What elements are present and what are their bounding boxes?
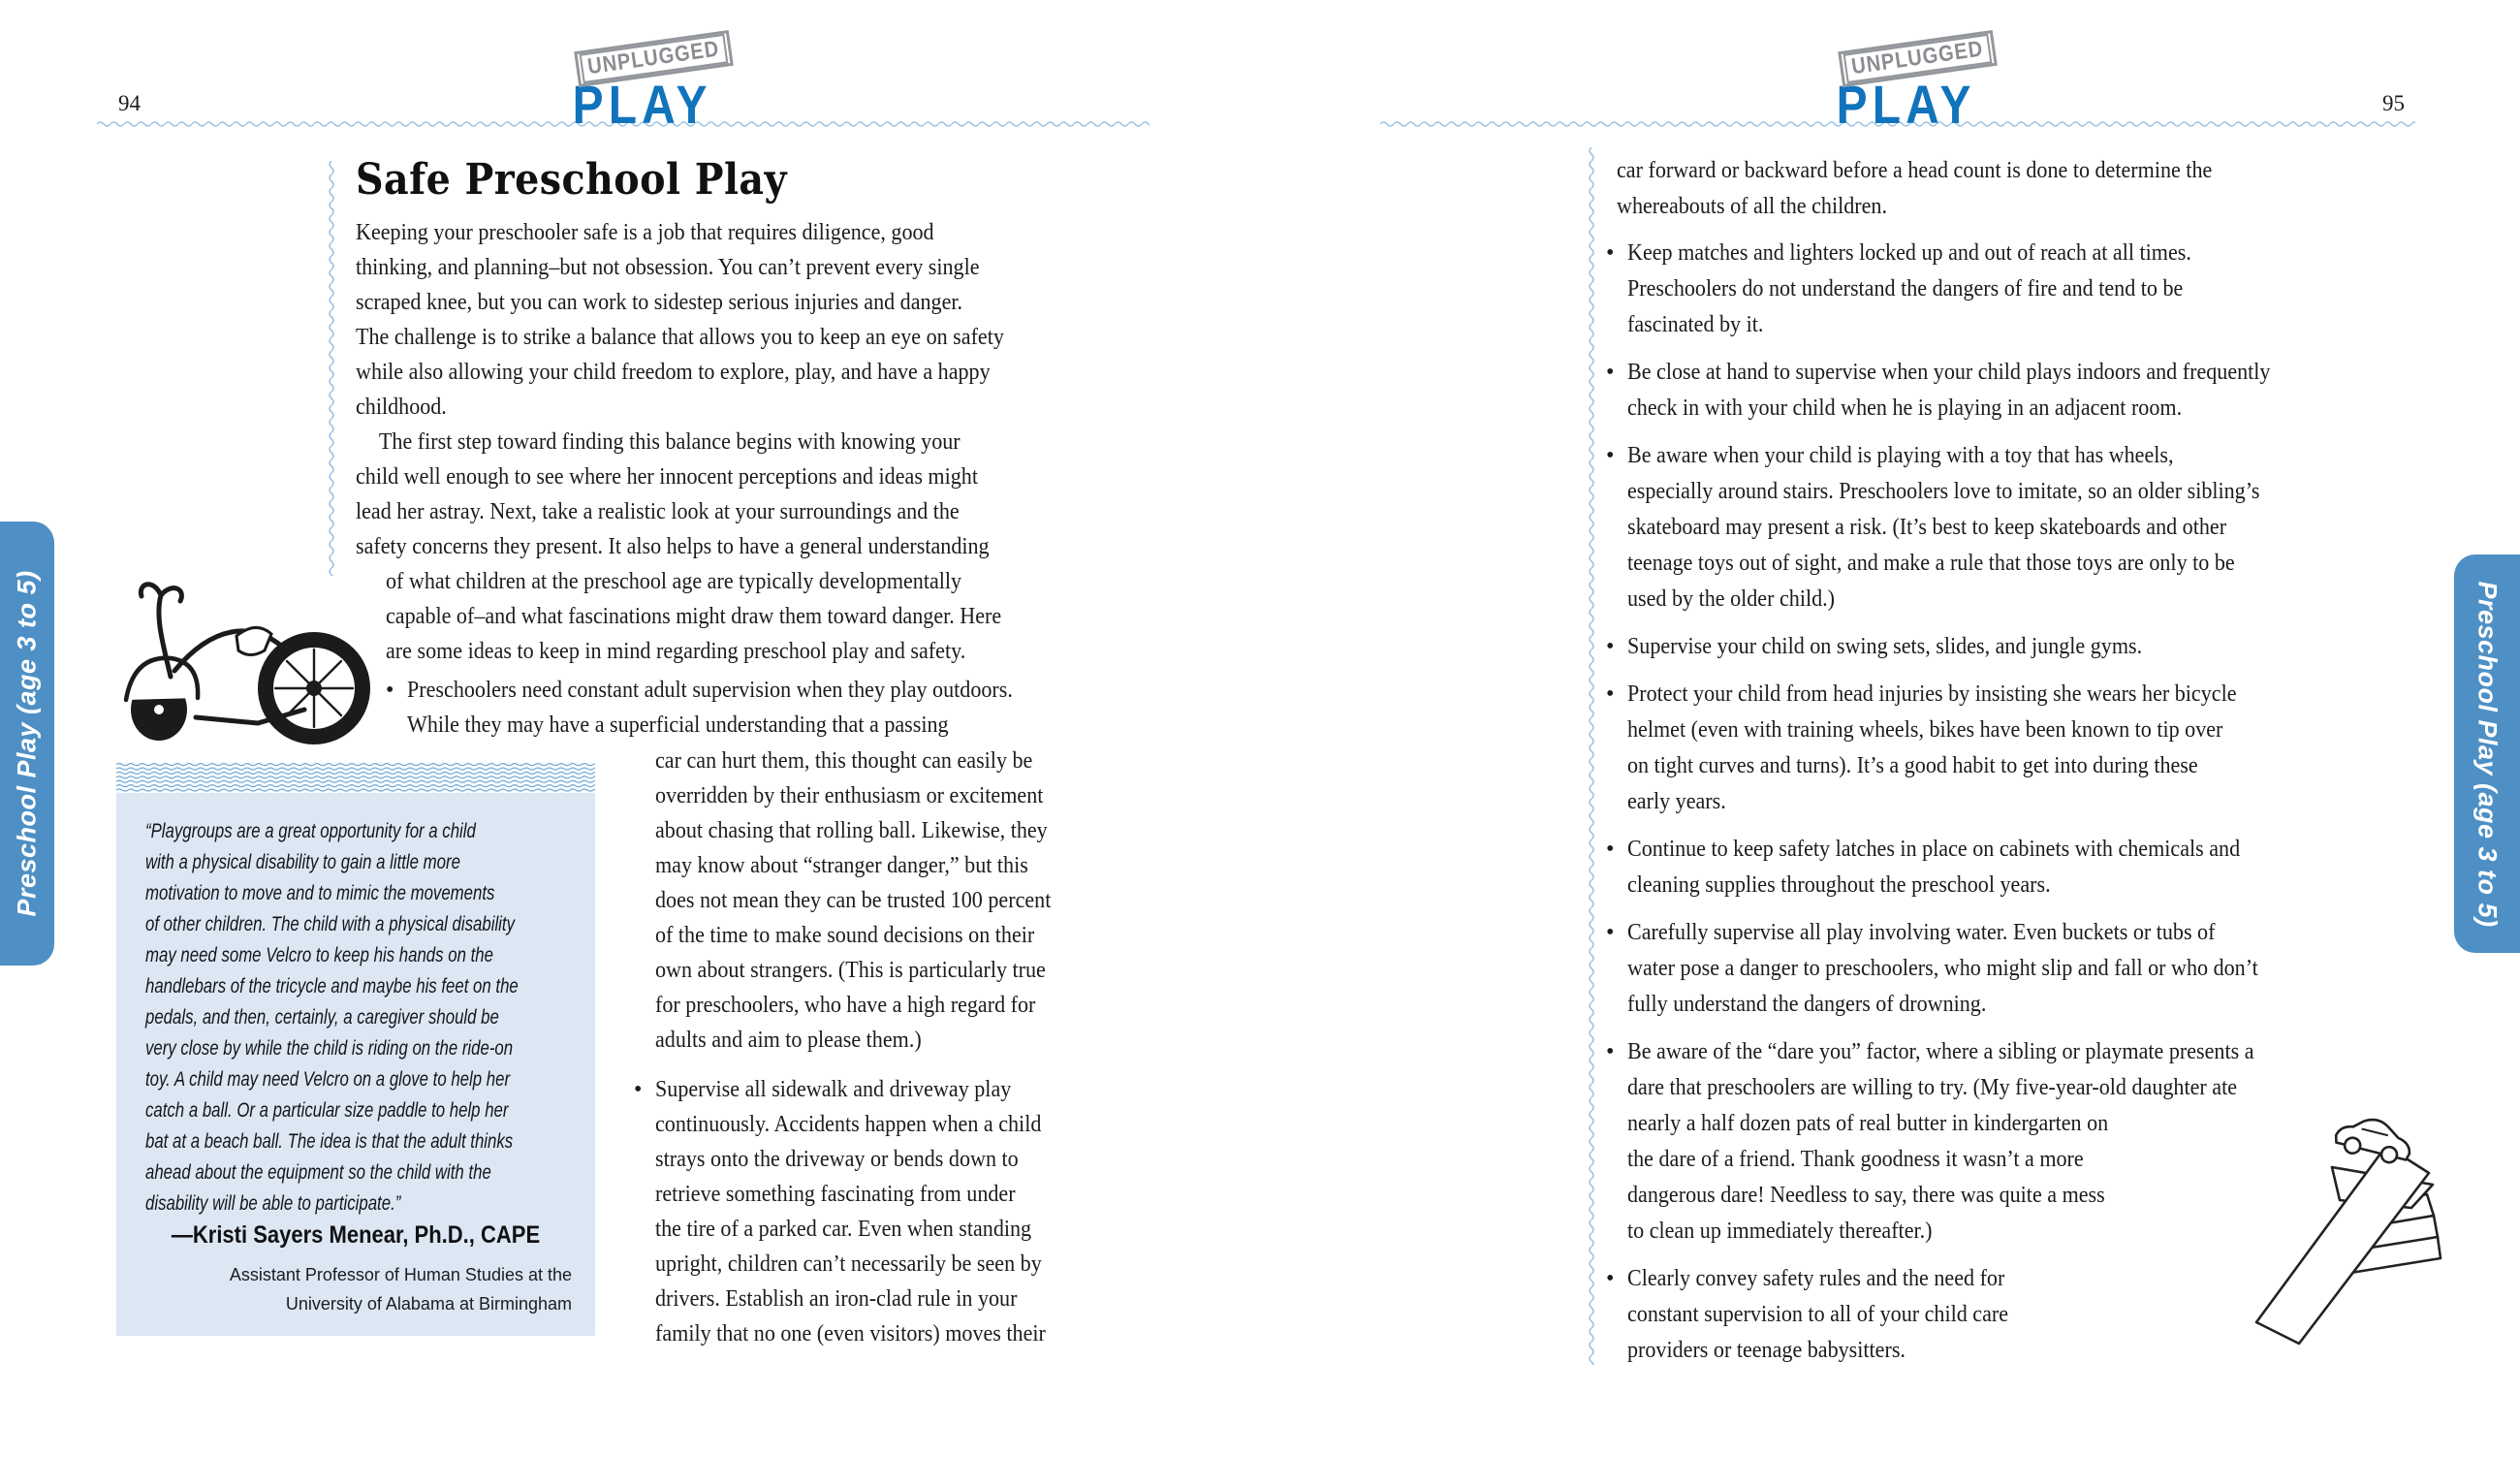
bullet-item xyxy=(1606,1034,2326,1250)
section-tab-label: Preschool Play (age 3 to 5) xyxy=(12,570,42,917)
quote-attribution: —Kristi Sayers Menear, Ph.D., CAPE xyxy=(171,1221,541,1249)
bullet-item xyxy=(1606,677,2326,820)
carryover-paragraph: car forward or backward before a head count is done to determine the whereabouts of all the children. xyxy=(1617,158,2213,219)
column-rule-right xyxy=(1587,147,1595,1365)
section-tab-left xyxy=(0,522,54,966)
intro-paragraph: Keeping your preschooler safe is a job that requires diligence, good thinking, and planning–but not obsession. You can’t prevent every single scraped knee, but you can work to sidestep serious injuries and danger. The challenge is to strike a balance that allows you to keep an eye on safety while also allowing your child freedom to explore, play, and have a happy childhood. xyxy=(356,220,1004,420)
unplugged-play-logo-right xyxy=(1836,36,1985,135)
bullet-text: Continue to keep safety latches in place on cabinets with chemicals and cleaning supplies throughout the preschool years. xyxy=(1627,837,2241,898)
bullet-marker: • xyxy=(1606,681,1615,707)
bullet-marker: • xyxy=(1606,837,1615,862)
bullet-marker: • xyxy=(1606,240,1615,266)
expert-quote-box xyxy=(116,762,595,1336)
toy-car-ramp-illustration xyxy=(2247,1092,2442,1355)
bullet-item xyxy=(1606,629,2326,665)
bullet-text: Be close at hand to supervise when your child plays indoors and frequently check in with your child when he is playing in an adjacent room. xyxy=(1627,360,2271,421)
bullet-text: Supervise your child on swing sets, slides, and jungle gyms. xyxy=(1627,634,2143,659)
bullet-marker: • xyxy=(634,1077,643,1102)
section-tab-label: Preschool Play (age 3 to 5) xyxy=(2473,580,2503,928)
quote-affiliation: Assistant Professor of Human Studies at the University of Alabama at Birmingham xyxy=(229,1265,572,1314)
section-tab-right xyxy=(2454,554,2520,953)
bullet-marker: • xyxy=(1606,1039,1615,1064)
supervision-bullet-wrapped: car can hurt them, this thought can easily be overridden by their enthusiasm or excitement about chasing that rolling ball. Likewise, they may know about “stranger danger,” but this does not mean they can be trusted 100 percent of the time to make sound decisions on their own about strangers. (This is particularly true for preschoolers, who have a high regard for adults and aim to please them.) xyxy=(655,748,1052,1053)
bullet-item xyxy=(1606,438,2326,618)
bullet-item xyxy=(1606,236,2326,343)
bullet-marker: • xyxy=(1606,443,1615,468)
bullet-text: Keep matches and lighters locked up and out of reach at all times. Preschoolers do not understand the dangers of fire and tend to be fascinated by it. xyxy=(1627,240,2191,337)
quote-box-wave-band xyxy=(116,762,595,793)
bullet-text: Protect your child from head injuries by insisting she wears her bicycle helmet (even with training wheels, bikes have been known to tip over on tight curves and turns). It’s a good habit to get into during these early years. xyxy=(1627,681,2237,814)
bullet-item xyxy=(1606,832,2326,903)
bullet-item xyxy=(1606,915,2326,1023)
page-number-right: 95 xyxy=(2382,91,2405,115)
bullet-marker: • xyxy=(1606,1266,1615,1291)
bullet-marker: • xyxy=(1606,634,1615,659)
bullet-marker: • xyxy=(1606,360,1615,385)
tricycle-illustration xyxy=(112,562,386,760)
logo-wordmark: PLAY xyxy=(1836,74,1976,135)
driveway-bullet: Supervise all sidewalk and driveway play continuously. Accidents happen when a child strays onto the driveway or bends down to retrieve something fascinating from under the tire of a parked car. Even when standing upright, children can’t necessarily be seen by drivers. Establish an iron-clad rule in your family that no one (even visitors) moves their xyxy=(655,1077,1046,1346)
logo-stamp: UNPLUGGED xyxy=(574,30,733,87)
bullet-text: Clearly convey safety rules and the need for constant supervision to all of your child care providers or teenage babysitters. xyxy=(1627,1266,2009,1363)
balance-paragraph-wrapped: of what children at the preschool age are typically developmentally capable of–and what fascinations might draw them toward danger. Here are some ideas to keep in mind regarding preschool play and safety. xyxy=(386,569,1002,664)
bullet-marker: • xyxy=(386,678,394,703)
safety-bullet-list xyxy=(1606,236,2326,1380)
bullet-marker: • xyxy=(1606,920,1615,945)
logo-wordmark: PLAY xyxy=(572,74,712,135)
supervision-bullet-intro: Preschoolers need constant adult supervision when they play outdoors. While they may have a superficial understanding that a passing xyxy=(407,678,1013,738)
bullet-text: Carefully supervise all play involving water. Even buckets or tubs of water pose a danger to preschoolers, who might slip and fall or who don’t fully understand the dangers of drowning. xyxy=(1627,920,2258,1017)
bullet-item xyxy=(1606,355,2326,427)
bullet-text: Be aware when your child is playing with a toy that has wheels, especially around stairs. Preschoolers love to imitate, so an older sibling’s skateboard may present a risk. (It’s best to keep skateboards and other teenage toys out of sight, and make a rule that those toys are only to be used by the older child.) xyxy=(1627,443,2260,612)
page-heading: Safe Preschool Play xyxy=(356,155,788,205)
balance-paragraph-top: The first step toward finding this balance begins with knowing your child well enough to see where her innocent perceptions and ideas might lead her astray. Next, take a realistic look at your surroundings and the safety concerns they present. It also helps to have a general understanding xyxy=(356,429,990,559)
unplugged-play-logo-left xyxy=(572,36,721,135)
bullet-item xyxy=(1606,1261,2326,1369)
bullet-text: Be aware of the “dare you” factor, where a sibling or playmate presents a dare that preschoolers are willing to try. (My five-year-old daughter ate nearly a half dozen pats of real butter in kindergarten on the dare of a friend. Thank goodness it wasn’t a more dangerous dare! Needless to say, there was quite a mess to clean up immediately thereafter.) xyxy=(1627,1039,2254,1244)
quote-text: “Playgroups are a great opportunity for a child with a physical disability to gain a little more motivation to move and to mimic the movements of other children. The child with a physical disability may need some Velcro to keep his hands on the handlebars of the tricycle and maybe his feet on the pedals, and then, certainly, a caregiver should be very close by while the child is riding on the ride-on toy. A child may need Velcro on a glove to help her catch a ball. Or a particular size paddle to help her bat at a beach ball. The idea is that the adult thinks ahead about the equipment so the child with the disability will be able to participate.” xyxy=(145,820,519,1215)
logo-stamp: UNPLUGGED xyxy=(1838,30,1997,87)
page-number-left: 94 xyxy=(118,91,141,115)
column-rule-left xyxy=(327,161,335,576)
